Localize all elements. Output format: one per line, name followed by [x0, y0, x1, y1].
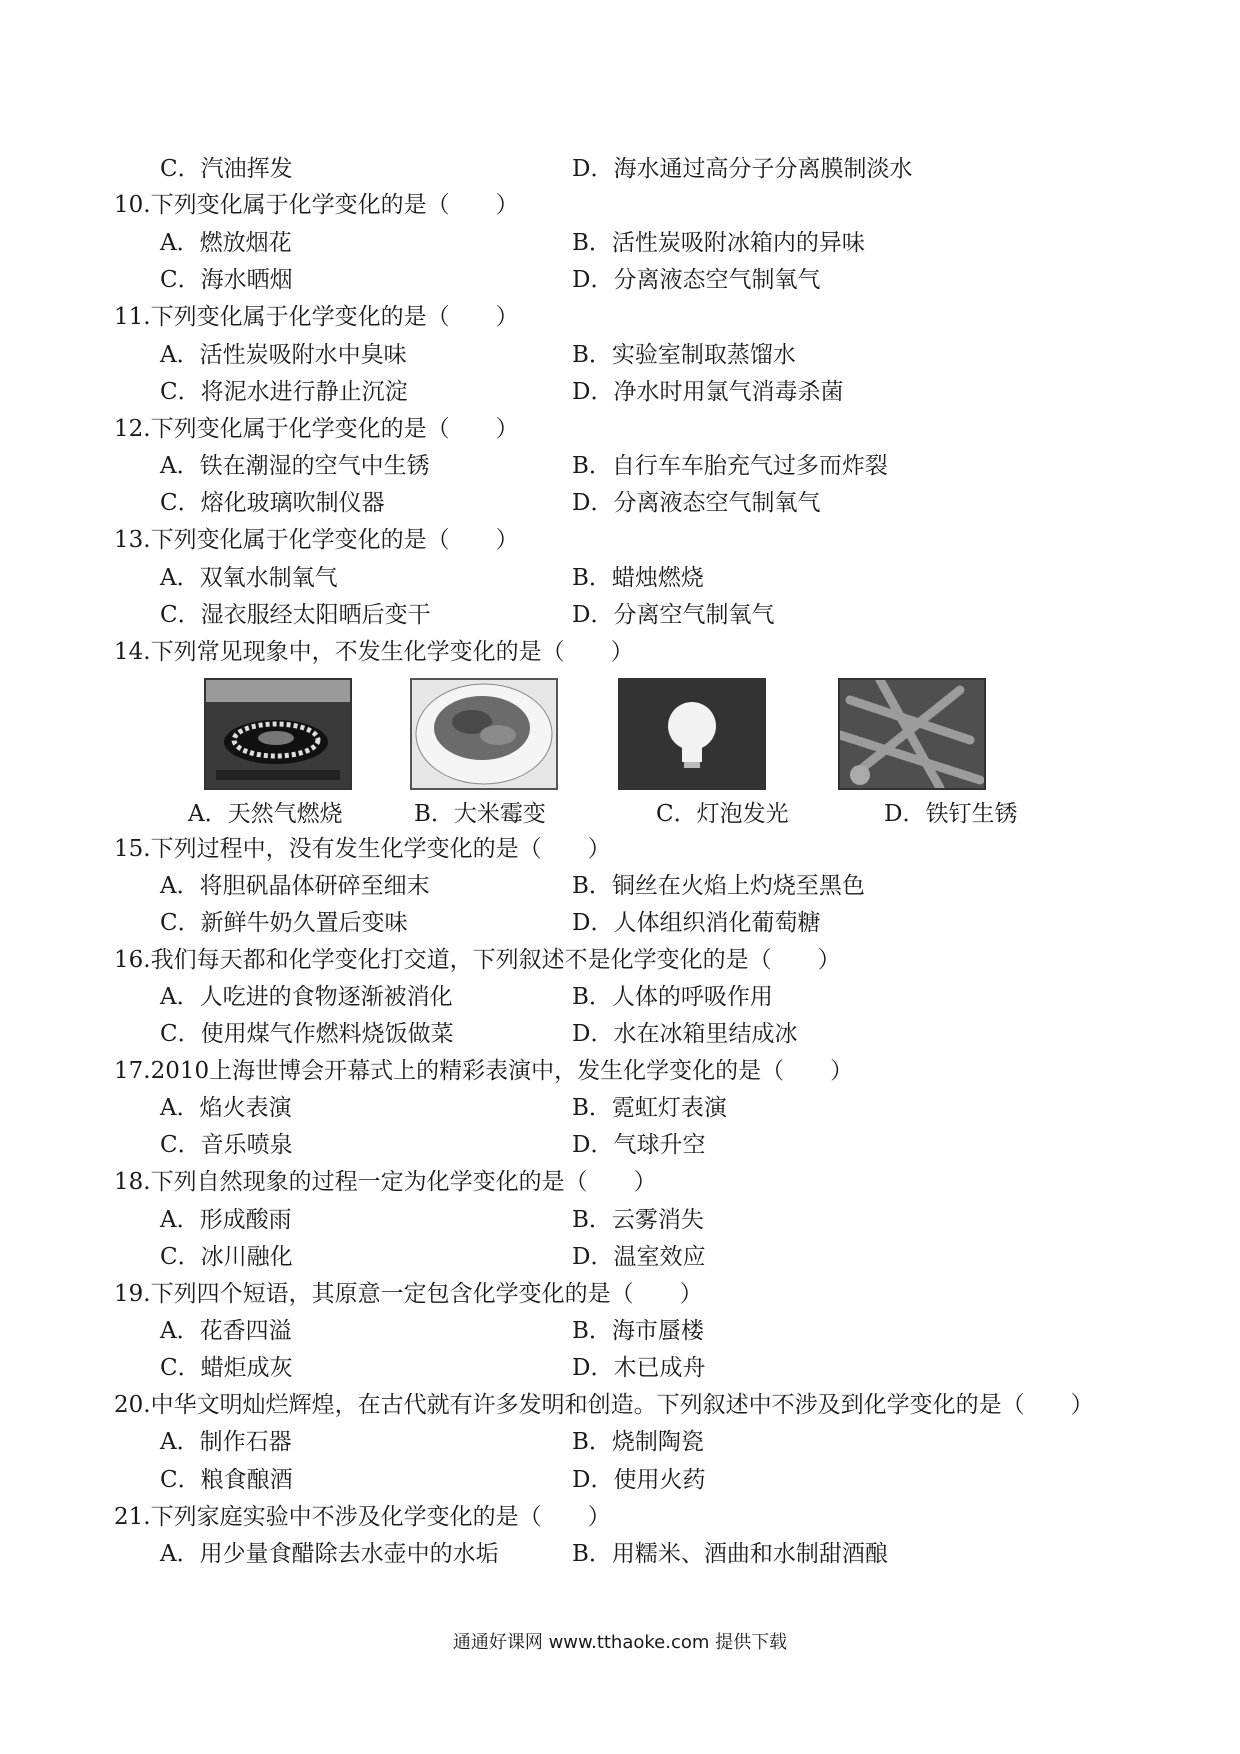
answer-option: B．自行车车胎充气过多而炸裂	[572, 453, 888, 479]
question-stem: 10.下列变化属于化学变化的是（ ）	[114, 192, 519, 218]
answer-option: A．制作石器	[160, 1429, 292, 1455]
answer-option: C．新鲜牛奶久置后变味	[160, 910, 408, 936]
page-footer: 通通好课网 www.tthaoke.com 提供下载	[452, 1632, 788, 1653]
question-stem: 21.下列家庭实验中不涉及化学变化的是（ ）	[114, 1504, 611, 1530]
answer-option: C．冰川融化	[160, 1244, 293, 1270]
answer-option: C．将泥水进行静止沉淀	[160, 379, 408, 405]
answer-option: C．粮食酿酒	[160, 1467, 293, 1493]
answer-option: B．用糯米、酒曲和水制甜酒酿	[572, 1541, 888, 1567]
question-stem: 14.下列常见现象中，不发生化学变化的是（ ）	[114, 639, 634, 665]
answer-option: B．人体的呼吸作用	[572, 984, 773, 1010]
question-stem: 16.我们每天都和化学变化打交道，下列叙述不是化学变化的是（ ）	[114, 947, 841, 973]
answer-option: B．蜡烛燃烧	[572, 565, 704, 591]
q14-caption-a: A．天然气燃烧	[188, 801, 343, 827]
q14-caption-d: D．铁钉生锈	[884, 801, 1018, 827]
question-stem: 12.下列变化属于化学变化的是（ ）	[114, 416, 519, 442]
question-stem: 11.下列变化属于化学变化的是（ ）	[114, 304, 519, 330]
answer-option: B．活性炭吸附冰箱内的异味	[572, 230, 865, 256]
answer-option: B．实验室制取蒸馏水	[572, 342, 796, 368]
answer-option: D．净水时用氯气消毒杀菌	[572, 379, 844, 405]
answer-option: D．分离液态空气制氧气	[572, 490, 821, 516]
answer-option: A．用少量食醋除去水壶中的水垢	[160, 1541, 499, 1567]
answer-option: C．海水晒烟	[160, 267, 293, 293]
answer-option: C．熔化玻璃吹制仪器	[160, 490, 385, 516]
rusty-nails-image	[838, 678, 986, 790]
answer-option: C．汽油挥发	[160, 156, 293, 182]
answer-option: C．蜡炬成灰	[160, 1355, 293, 1381]
moldy-rice-image	[410, 678, 558, 790]
answer-option: A．活性炭吸附水中臭味	[160, 342, 407, 368]
answer-option: A．花香四溢	[160, 1318, 292, 1344]
answer-option: A．形成酸雨	[160, 1207, 292, 1233]
answer-option: A．将胆矾晶体研碎至细末	[160, 873, 430, 899]
question-stem: 17.2010上海世博会开幕式上的精彩表演中，发生化学变化的是（ ）	[114, 1058, 854, 1084]
answer-option: B．海市蜃楼	[572, 1318, 704, 1344]
answer-option: D．分离空气制氧气	[572, 602, 775, 628]
q14-image-row	[0, 678, 1240, 796]
answer-option: A．焰火表演	[160, 1095, 292, 1121]
answer-option: D．木已成舟	[572, 1355, 706, 1381]
light-bulb-image	[618, 678, 766, 790]
answer-option: C．湿衣服经太阳晒后变干	[160, 602, 431, 628]
answer-option: C．音乐喷泉	[160, 1132, 293, 1158]
question-stem: 19.下列四个短语，其原意一定包含化学变化的是（ ）	[114, 1281, 703, 1307]
answer-option: C．使用煤气作燃料烧饭做菜	[160, 1021, 454, 1047]
question-stem: 18.下列自然现象的过程一定为化学变化的是（ ）	[114, 1169, 657, 1195]
answer-option: B．云雾消失	[572, 1207, 704, 1233]
answer-option: B．霓虹灯表演	[572, 1095, 727, 1121]
answer-option: B．烧制陶瓷	[572, 1429, 704, 1455]
answer-option: D．水在冰箱里结成冰	[572, 1021, 798, 1047]
answer-option: A．人吃进的食物逐渐被消化	[160, 984, 453, 1010]
answer-option: D．分离液态空气制氧气	[572, 267, 821, 293]
question-stem: 13.下列变化属于化学变化的是（ ）	[114, 527, 519, 553]
answer-option: B．铜丝在火焰上灼烧至黑色	[572, 873, 865, 899]
gas-stove-flame-image	[204, 678, 352, 790]
answer-option: A．双氧水制氧气	[160, 565, 338, 591]
question-stem: 15.下列过程中，没有发生化学变化的是（ ）	[114, 836, 611, 862]
answer-option: D．海水通过高分子分离膜制淡水	[572, 156, 913, 182]
answer-option: A．铁在潮湿的空气中生锈	[160, 453, 430, 479]
q14-caption-b: B．大米霉变	[414, 801, 546, 827]
answer-option: A．燃放烟花	[160, 230, 292, 256]
answer-option: D．人体组织消化葡萄糖	[572, 910, 821, 936]
q14-caption-c: C．灯泡发光	[656, 801, 789, 827]
answer-option: D．使用火药	[572, 1467, 706, 1493]
answer-option: D．温室效应	[572, 1244, 706, 1270]
answer-option: D．气球升空	[572, 1132, 706, 1158]
question-stem: 20.中华文明灿烂辉煌，在古代就有许多发明和创造。下列叙述中不涉及到化学变化的是（ ）	[114, 1392, 1094, 1418]
